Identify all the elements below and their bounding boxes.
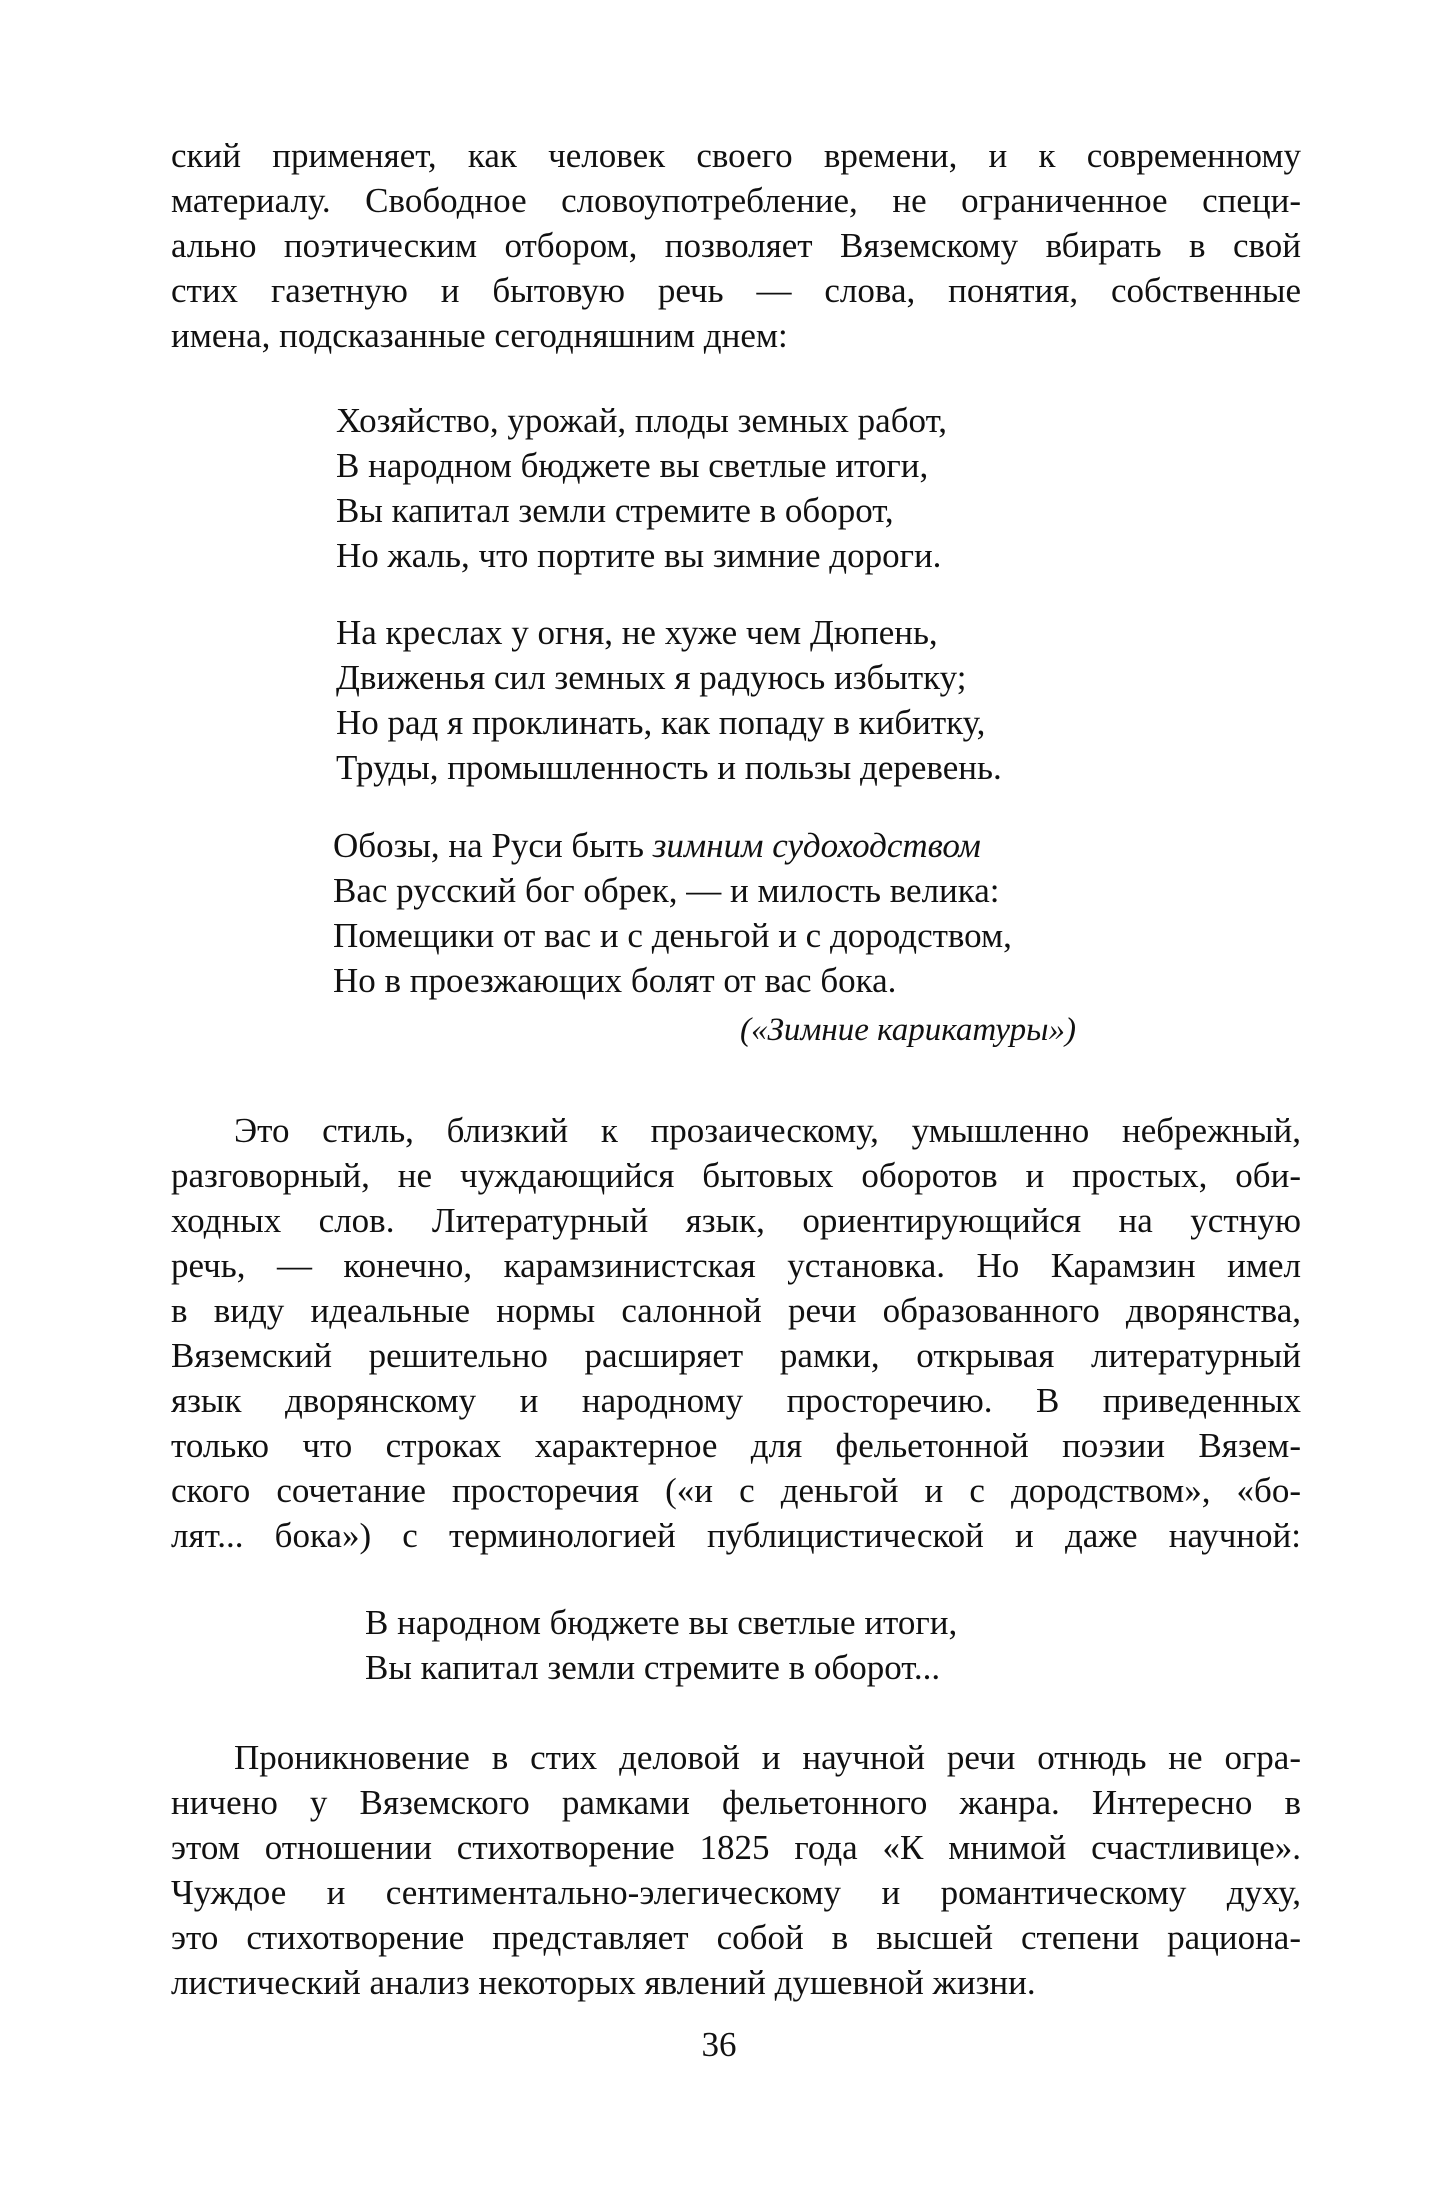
poem-1-stanza-1-line-4: Но жаль, что портите вы зимние дороги.	[336, 536, 942, 575]
poem-1-stanza-3-line-4: Но в проезжающих болят от вас бока.	[333, 961, 897, 1000]
poem-1-stanza-3-line-1-plain: Обозы, на Руси быть	[333, 826, 653, 865]
page-number: 36	[701, 2025, 737, 2064]
poem-1-stanza-1-line-2: В народном бюджете вы светлые итоги,	[336, 446, 929, 485]
paragraph-1-line-2: материалу. Свободное словоупотребление, не ограниченное специ-	[171, 181, 1301, 220]
poem-1-stanza-2-line-1: На креслах у огня, не хуже чем Дюпень,	[336, 613, 938, 652]
paragraph-3-line-3: этом отношении стихотворение 1825 года «К мнимой счастливице».	[171, 1828, 1301, 1867]
poem-1-stanza-3-line-2: Вас русский бог обрек, — и милость велика:	[333, 871, 1000, 910]
poem-1-stanza-2	[336, 610, 1002, 790]
poem-1-stanza-1	[336, 398, 947, 578]
paragraph-2-line-2: разговорный, не чуждающийся бытовых оборотов и простых, оби-	[171, 1156, 1301, 1195]
paragraph-1	[171, 133, 1301, 358]
paragraph-2-line-9: ского сочетание просторечия («и с деньгой и с дородством», «бо-	[171, 1471, 1301, 1510]
poem-1-stanza-2-line-3: Но рад я проклинать, как попаду в кибитку,	[336, 703, 986, 742]
poem-1-stanza-1-line-1: Хозяйство, урожай, плоды земных работ,	[336, 401, 947, 440]
paragraph-2	[171, 1108, 1301, 1558]
paragraph-3-line-5: это стихотворение представляет собой в высшей степени рациона-	[171, 1918, 1301, 1957]
paragraph-3-line-6: листический анализ некоторых явлений душевной жизни.	[171, 1963, 1036, 2002]
paragraph-2-line-1: Это стиль, близкий к прозаическому, умышленно небрежный,	[234, 1111, 1301, 1150]
paragraph-1-line-1: ский применяет, как человек своего времени, и к современному	[171, 136, 1301, 175]
poem-1-stanza-3-line-3: Помещики от вас и с деньгой и с дородством,	[333, 916, 1012, 955]
poem-1-stanza-2-line-2: Движенья сил земных я радуюсь избытку;	[336, 658, 967, 697]
poem-2	[365, 1600, 957, 1690]
paragraph-1-line-4: стих газетную и бытовую речь — слова, понятия, собственные	[171, 271, 1301, 310]
poem-1-stanza-1-line-3: Вы капитал земли стремите в оборот,	[336, 491, 894, 530]
poem-1-attribution: («Зимние карикатуры»)	[740, 1012, 1076, 1048]
paragraph-2-line-3: ходных слов. Литературный язык, ориентирующийся на устную	[171, 1201, 1301, 1240]
poem-1-stanza-3	[333, 823, 1012, 1003]
paragraph-3	[171, 1735, 1301, 2005]
paragraph-2-line-4: речь, — конечно, карамзинистская установка. Но Карамзин имел	[171, 1246, 1301, 1285]
paragraph-2-line-10: лят... бока») с терминологией публицистической и даже научной:	[171, 1516, 1301, 1555]
paragraph-2-line-8: только что строках характерное для фельетонной поэзии Вязем-	[171, 1426, 1301, 1465]
paragraph-1-line-5: имена, подсказанные сегодняшним днем:	[171, 316, 788, 355]
paragraph-2-line-6: Вяземский решительно расширяет рамки, открывая литературный	[171, 1336, 1301, 1375]
poem-1-stanza-2-line-4: Труды, промышленность и пользы деревень.	[336, 748, 1002, 787]
paragraph-3-line-1: Проникновение в стих деловой и научной речи отнюдь не огра-	[234, 1738, 1301, 1777]
paragraph-3-line-4: Чуждое и сентиментально-элегическому и романтическому духу,	[171, 1873, 1301, 1912]
paragraph-2-line-5: в виду идеальные нормы салонной речи образованного дворянства,	[171, 1291, 1301, 1330]
paragraph-1-line-3: ально поэтическим отбором, позволяет Вяземскому вбирать в свой	[171, 226, 1301, 265]
paragraph-3-line-2: ничено у Вяземского рамками фельетонного жанра. Интересно в	[171, 1783, 1301, 1822]
poem-1-stanza-3-line-1-italic: зимним судоходством	[652, 826, 981, 865]
poem-1-stanza-3-line-1	[333, 823, 1012, 868]
poem-2-line-1: В народном бюджете вы светлые итоги,	[365, 1603, 958, 1642]
paragraph-2-line-7: язык дворянскому и народному просторечию. В приведенных	[171, 1381, 1301, 1420]
poem-2-line-2: Вы капитал земли стремите в оборот...	[365, 1648, 941, 1687]
